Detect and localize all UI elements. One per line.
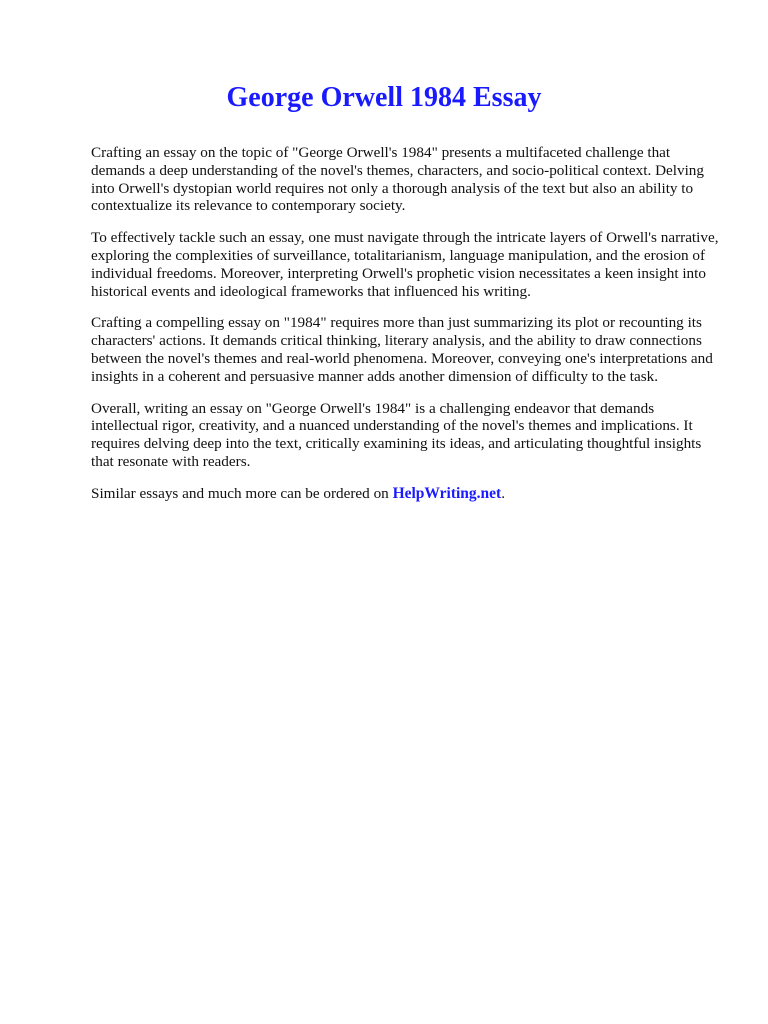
paragraph-3: Crafting a compelling essay on "1984" requires more than just summarizing its plot or recounting its characters' actions. It demands critical thinking, literary analysis, and the ability to draw connections between the novel's themes and real-world phenomena. Moreover, conveying one's interpretations and insights in a coherent and persuasive manner adds another dimension of difficulty to the task. bbox=[91, 314, 713, 385]
helpwriting-link[interactable]: HelpWriting.net bbox=[392, 484, 502, 502]
paragraph-4: Overall, writing an essay on "George Orwell's 1984" is a challenging endeavor that demands intellectual rigor, creativity, and a nuanced understanding of the novel's themes and implications. It requires delving deep into the text, critically examining its ideas, and articulating thoughtful insights that resonate with readers. bbox=[91, 399, 702, 470]
footer-suffix: . bbox=[501, 484, 506, 502]
document-title: George Orwell 1984 Essay bbox=[226, 82, 542, 113]
paragraph-1: Crafting an essay on the topic of "George Orwell's 1984" presents a multifaceted challenge that demands a deep understanding of the novel's themes, characters, and socio-political context. Delving into Orwell's dystopian world requires not only a thorough analysis of the text but also an ability to contextualize its relevance to contemporary society. bbox=[91, 144, 704, 215]
paragraph-2: To effectively tackle such an essay, one must navigate through the intricate layers of Orwell's narrative, exploring the complexities of surveillance, totalitarianism, language manipulation, and the erosion of individual freedoms. Moreover, interpreting Orwell's prophetic vision necessitates a keen insight into historical events and ideological frameworks that influenced his writing. bbox=[91, 229, 719, 300]
footer-prefix: Similar essays and much more can be ordered on bbox=[91, 484, 393, 502]
document-body bbox=[91, 144, 721, 503]
order-footer bbox=[91, 485, 721, 503]
